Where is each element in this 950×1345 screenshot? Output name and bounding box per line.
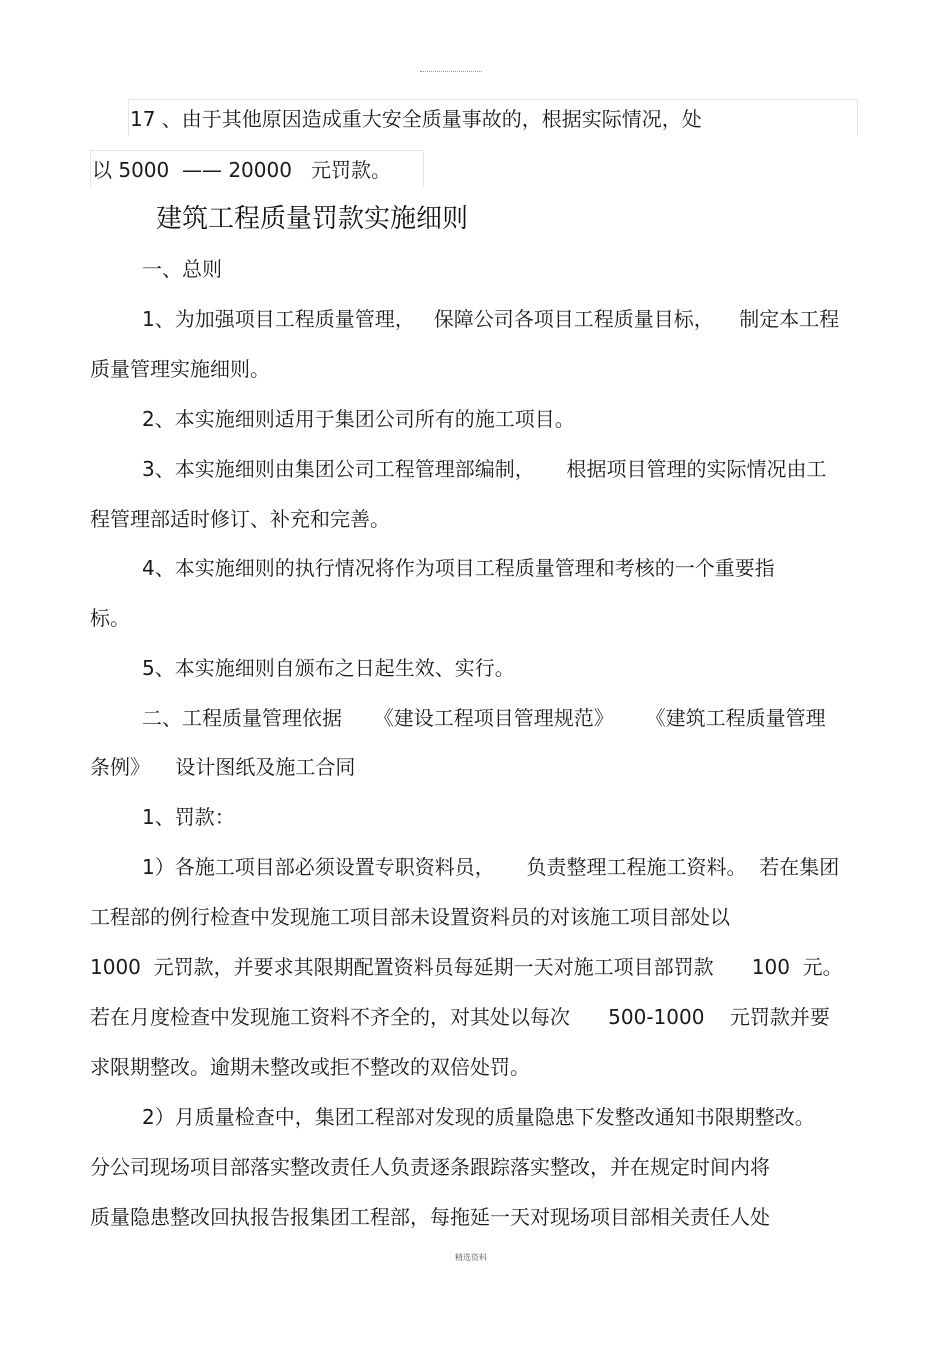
body-line: 求限期整改。逾期未整改或拒不整改的双倍处罚。	[90, 1055, 530, 1079]
document-title: 建筑工程质量罚款实施细则	[156, 204, 469, 234]
body-line: 二、工程质量管理依据 《建设工程项目管理规范》 《建筑工程质量管理	[142, 706, 826, 730]
body-line: 程管理部适时修订、补充和完善。	[90, 507, 390, 531]
header-divider	[420, 71, 482, 72]
body-line: 1000 元罚款，并要求其限期配置资料员每延期一天对施工项目部罚款 100 元。	[90, 955, 843, 979]
header-line: 以 5000 —— 20000 元罚款。	[92, 158, 392, 182]
body-line: 质量隐患整改回执报告报集团工程部，每拖延一天对现场项目部相关责任人处	[90, 1205, 770, 1229]
body-line: 2、本实施细则适用于集团公司所有的施工项目。	[142, 407, 575, 431]
body-line: 3、本实施细则由集团公司工程管理部编制， 根据项目管理的实际情况由工	[142, 457, 827, 481]
body-line: 质量管理实施细则。	[90, 357, 270, 381]
body-line: 标。	[90, 606, 130, 630]
body-line: 分公司现场项目部落实整改责任人负责逐条跟踪落实整改，并在规定时间内将	[90, 1155, 770, 1179]
body-line: 一、总则	[142, 257, 222, 281]
body-line: 条例》 设计图纸及施工合同	[90, 755, 356, 779]
page-footer: 精选资料	[455, 1253, 487, 1262]
body-line: 若在月度检查中发现施工资料不齐全的，对其处以每次 500-1000 元罚款并要	[90, 1005, 830, 1029]
body-line: 1）各施工项目部必须设置专职资料员， 负责整理工程施工资料。 若在集团	[142, 855, 840, 879]
body-line: 5、本实施细则自颁布之日起生效、实行。	[142, 656, 515, 680]
body-line: 4、本实施细则的执行情况将作为项目工程质量管理和考核的一个重要指	[142, 556, 775, 580]
body-line: 2）月质量检查中，集团工程部对发现的质量隐患下发整改通知书限期整改。	[142, 1105, 815, 1129]
body-line: 工程部的例行检查中发现施工项目部未设置资料员的对该施工项目部处以	[90, 905, 730, 929]
header-line: 17 、由于其他原因造成重大安全质量事故的，根据实际情况，处	[130, 107, 702, 131]
body-line: 1、罚款：	[142, 805, 235, 829]
body-line: 1、为加强项目工程质量管理， 保障公司各项目工程质量目标， 制定本工程	[142, 307, 840, 331]
